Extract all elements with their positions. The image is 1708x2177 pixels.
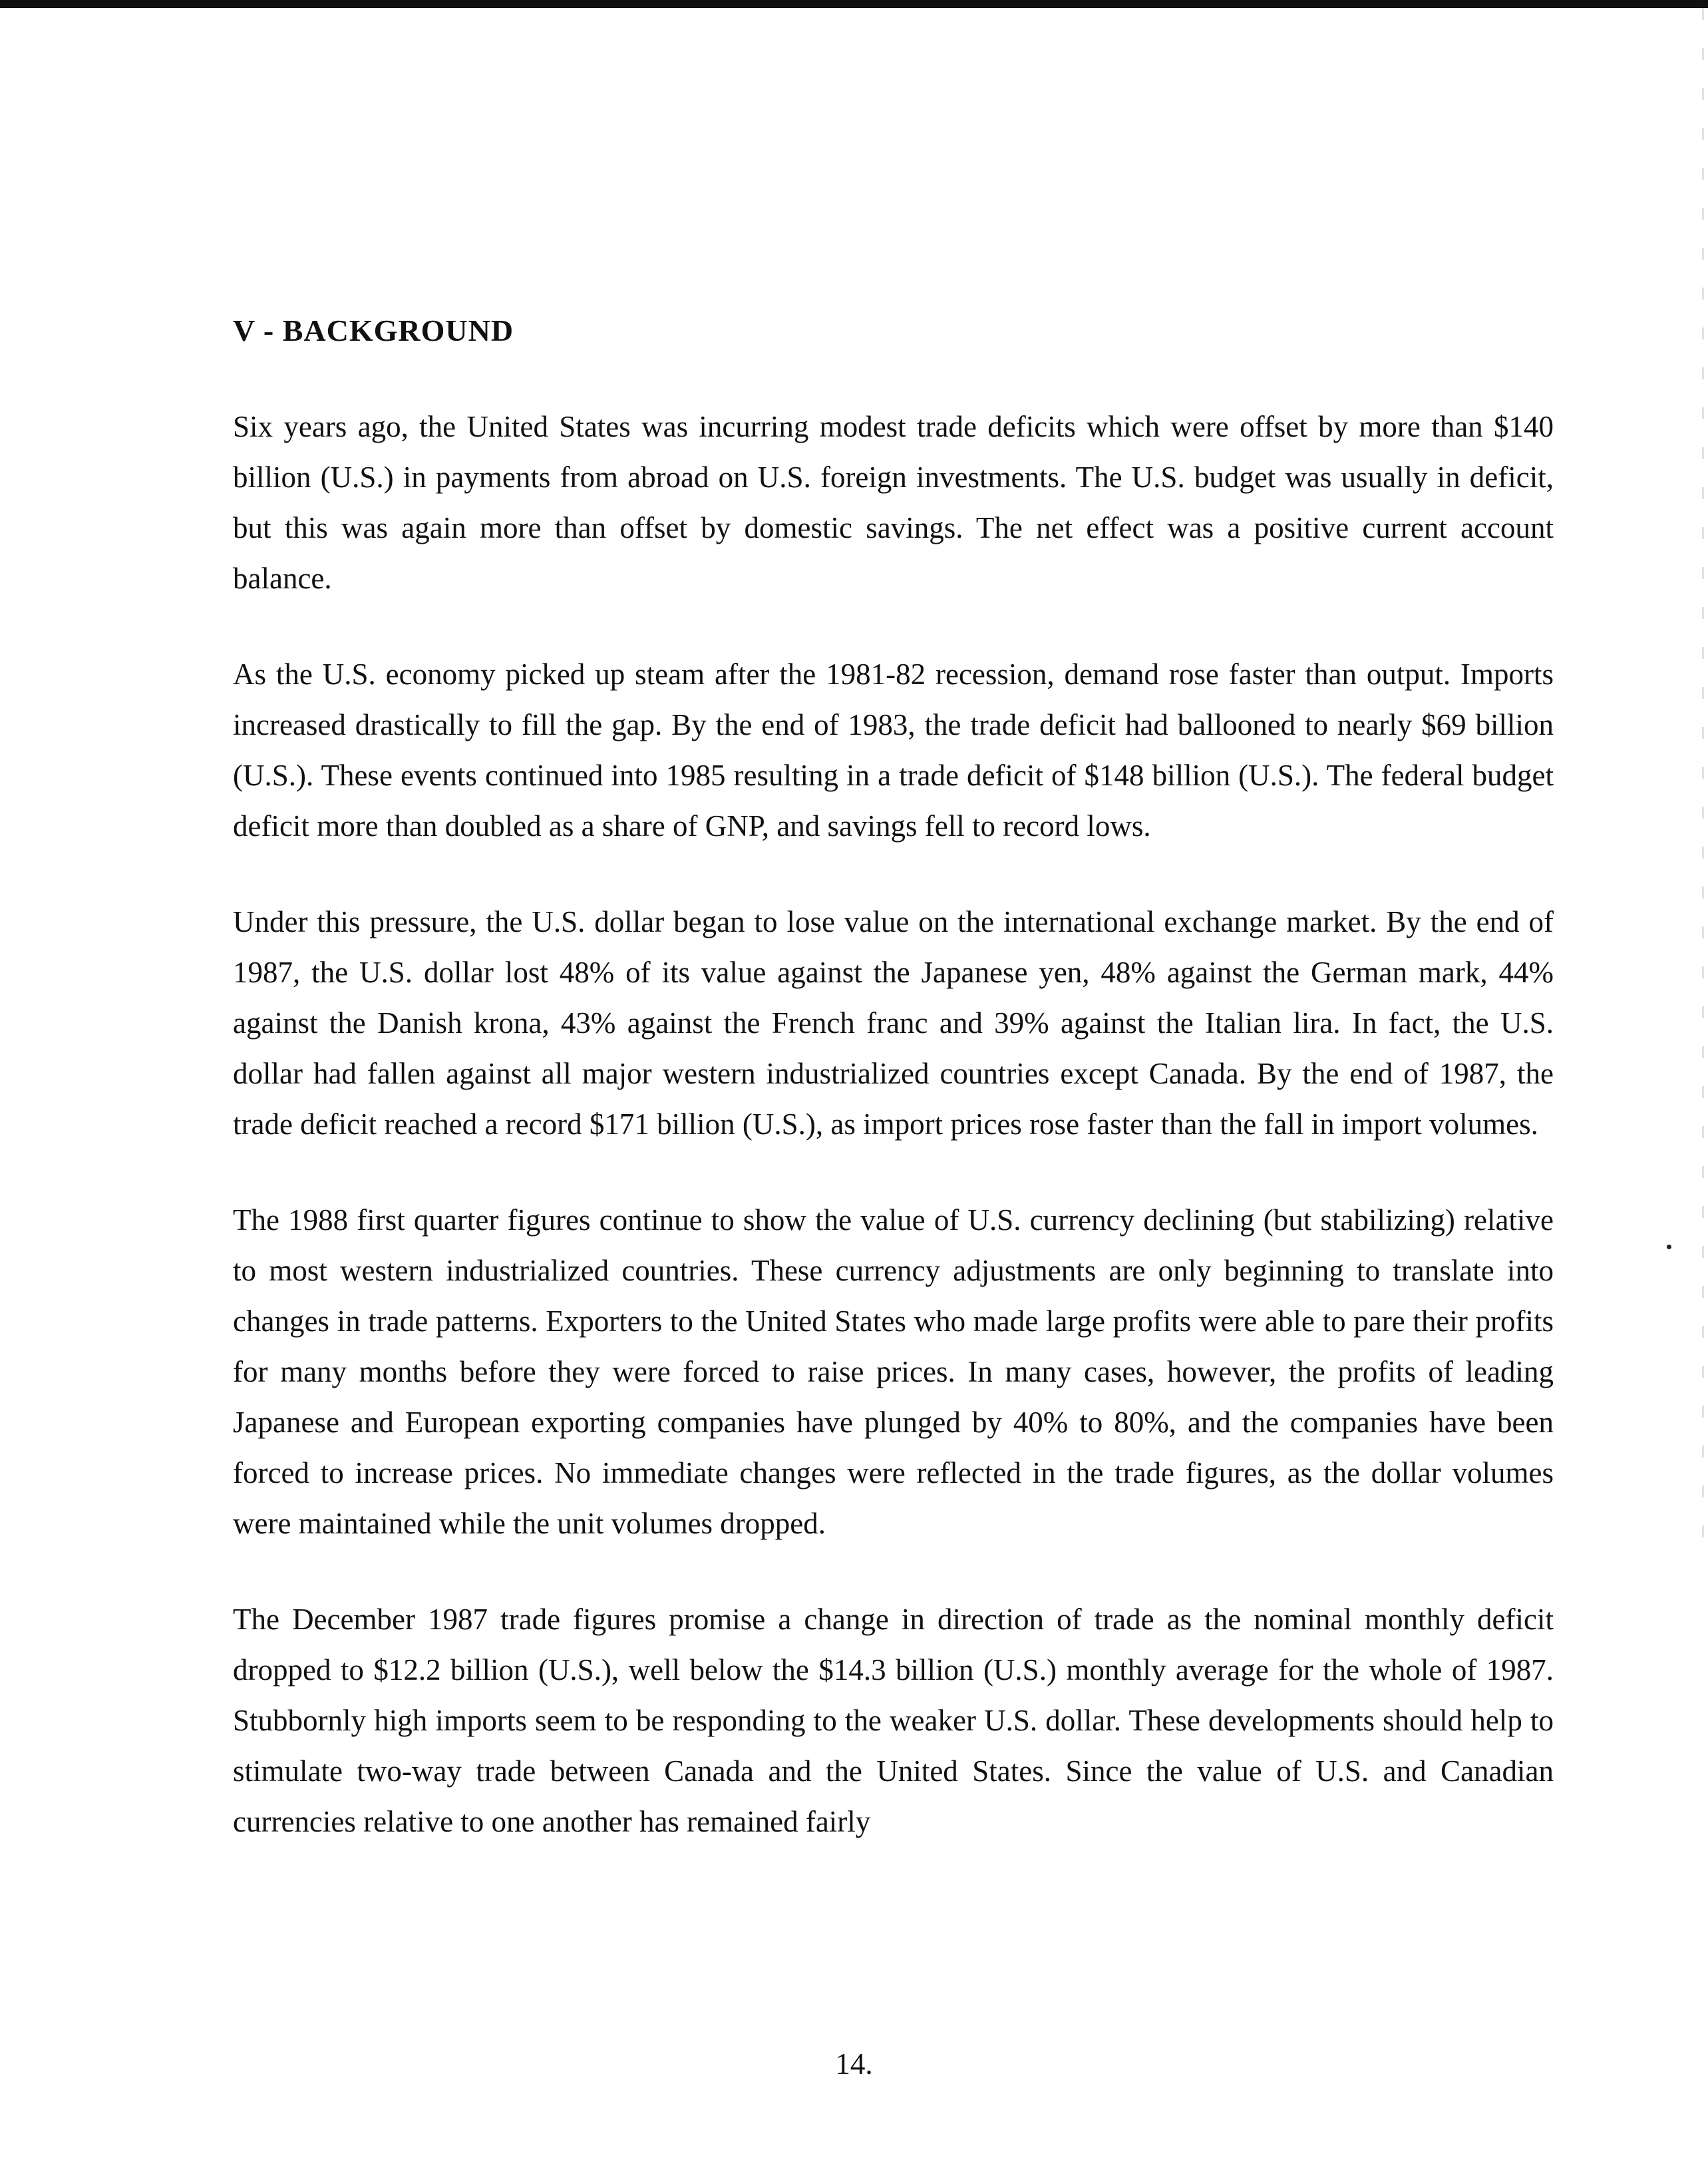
paragraph-3: Under this pressure, the U.S. dollar began to lose value on the international exchange market. By the end of 1987, the U.S. dollar lost 48% of its value against the Japanese yen, 48% against the German mark, 44% against the Danish krona, 43% against the French franc and 39% against the Italian lira. In fact, the U.S. dollar had fallen against all major western industrialized countries except Canada. By the end of 1987, the trade deficit reached a record $171 billion (U.S.), as import prices rose faster than the fall in import volumes. [233,905,1554,1141]
scan-top-border [0,0,1708,8]
paragraph-5: The December 1987 trade figures promise a change in direction of trade as the nominal monthly deficit dropped to $12.2 billion (U.S.), well below the $14.3 billion (U.S.) monthly average for the whole of 1987. Stubbornly high imports seem to be responding to the weaker U.S. dollar. These developments should help to stimulate two-way trade between Canada and the United States. Since the value of U.S. and Canadian currencies relative to one another has remained fairly [233,1603,1554,1838]
document-page [233,313,1554,1892]
scan-speck [1667,1245,1671,1249]
scan-right-border [1702,8,1704,1539]
page-number: 14. [835,2047,873,2080]
paragraph-1: Six years ago, the United States was incurring modest trade deficits which were offset by more than $140 billion (U.S.) in payments from abroad on U.S. foreign investments. The U.S. budget was usually in deficit, but this was again more than offset by domestic savings. The net effect was a positive current account balance. [233,410,1554,595]
paragraph-2: As the U.S. economy picked up steam after the 1981-82 recession, demand rose faster than output. Imports increased drastically to fill the gap. By the end of 1983, the trade deficit had ballooned to nearly $69 billion (U.S.). These events continued into 1985 resulting in a trade deficit of $148 billion (U.S.). The federal budget deficit more than doubled as a share of GNP, and savings fell to record lows. [233,658,1554,843]
paragraph-4: The 1988 first quarter figures continue to show the value of U.S. currency declining (but stabilizing) relative to most western industrialized countries. These currency adjustments are only beginning to translate into changes in trade patterns. Exporters to the United States who made large profits were able to pare their profits for many months before they were forced to raise prices. In many cases, however, the profits of leading Japanese and European exporting companies have plunged by 40% to 80%, and the companies have been forced to increase prices. No immediate changes were reflected in the trade figures, as the dollar volumes were maintained while the unit volumes dropped. [233,1203,1554,1540]
section-heading: V - BACKGROUND [233,313,514,347]
